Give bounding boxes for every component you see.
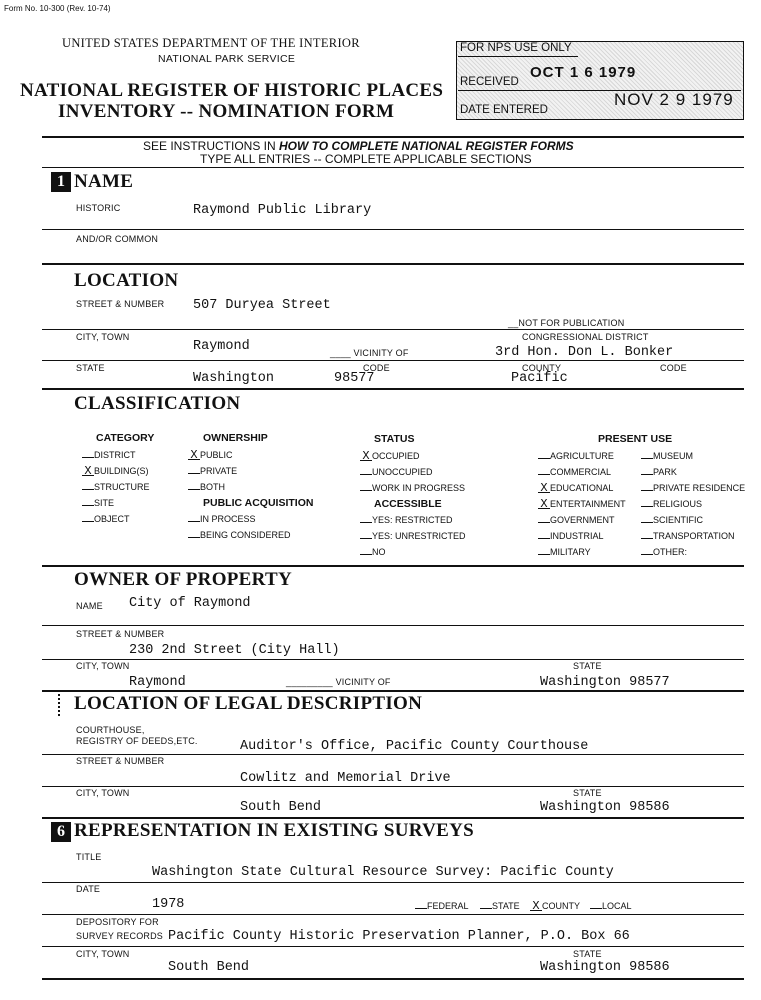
checkbox-label: YES: RESTRICTED	[372, 515, 453, 525]
date-entered-stamp: NOV 2 9 1979	[614, 90, 734, 109]
checkbox-mark: X	[360, 452, 372, 461]
legal-city-label: CITY, TOWN	[76, 788, 130, 798]
ownership-header: OWNERSHIP	[203, 432, 268, 444]
depository-label-line2: SURVEY RECORDS	[76, 931, 163, 941]
checkbox-mark	[641, 458, 653, 459]
checkbox-label: YES: UNRESTRICTED	[372, 531, 466, 541]
checkbox-option	[360, 467, 433, 477]
checkbox-label: MILITARY	[550, 547, 591, 557]
survey-state-label: STATE	[573, 949, 602, 959]
legal-city-value: South Bend	[240, 800, 322, 815]
checkbox-label: COMMERCIAL	[550, 467, 612, 477]
checkbox-option	[360, 483, 465, 493]
legal-state-value: Washington 98586	[540, 800, 670, 815]
checkbox-mark	[538, 522, 550, 523]
checkbox-label: OCCUPIED	[372, 451, 420, 461]
instructions-line1: SEE INSTRUCTIONS IN HOW TO COMPLETE NATIONAL REGISTER FORMS	[143, 139, 574, 153]
checkbox-option	[538, 467, 611, 477]
checkbox-mark	[360, 522, 372, 523]
location-street-label: STREET & NUMBER	[76, 299, 165, 309]
checkbox-mark	[188, 489, 200, 490]
location-city-label: CITY, TOWN	[76, 332, 130, 342]
depository-label-line1: DEPOSITORY FOR	[76, 917, 159, 927]
checkbox-mark	[538, 458, 550, 459]
location-heading: LOCATION	[74, 270, 179, 291]
common-name-label: AND/OR COMMON	[76, 234, 159, 244]
level-federal: FEDERAL	[415, 901, 469, 911]
not-for-publication-label: __NOT FOR PUBLICATION	[508, 318, 625, 328]
congressional-district-label: CONGRESSIONAL DISTRICT	[522, 332, 649, 342]
checkbox-label: EDUCATIONAL	[550, 483, 614, 493]
checkbox-option	[641, 531, 735, 541]
checkbox-option	[641, 499, 702, 509]
location-city-value: Raymond	[193, 339, 250, 354]
owner-street-value: 230 2nd Street (City Hall)	[129, 643, 340, 658]
checkbox-mark	[641, 522, 653, 523]
level-local: LOCAL	[590, 901, 632, 911]
owner-name-label: NAME	[76, 601, 103, 611]
form-title-line1: NATIONAL REGISTER OF HISTORIC PLACES	[20, 80, 444, 101]
checkbox-label: UNOCCUPIED	[372, 467, 433, 477]
checkbox-option	[188, 450, 233, 460]
checkbox-mark	[188, 537, 200, 538]
owner-heading: OWNER OF PROPERTY	[74, 569, 293, 590]
checkbox-option	[538, 499, 626, 509]
service-name: NATIONAL PARK SERVICE	[158, 53, 296, 65]
legal-street-value: Cowlitz and Memorial Drive	[240, 771, 451, 786]
location-state-value: Washington	[193, 371, 275, 386]
checkbox-mark: X	[538, 500, 550, 509]
checkbox-label: DISTRICT	[94, 450, 136, 460]
checkbox-mark	[641, 538, 653, 539]
location-street-value: 507 Duryea Street	[193, 298, 331, 313]
checkbox-label: PRIVATE RESIDENCE	[653, 483, 746, 493]
level-county: X COUNTY	[530, 901, 580, 911]
checkbox-label: OBJECT	[94, 514, 130, 524]
checkbox-label: AGRICULTURE	[550, 451, 614, 461]
county-label: COUNTY	[522, 363, 562, 373]
checkbox-option	[641, 451, 693, 461]
location-state-label: STATE	[76, 363, 105, 373]
checkbox-label: RELIGIOUS	[653, 499, 703, 509]
courthouse-label-line1: COURTHOUSE,	[76, 725, 145, 735]
survey-date-value: 1978	[152, 897, 185, 912]
checkbox-mark	[538, 474, 550, 475]
location-vicinity-label: ____ VICINITY OF	[330, 348, 409, 358]
checkbox-mark	[641, 490, 653, 491]
checkbox-mark: X	[538, 484, 550, 493]
received-stamp: OCT 1 6 1979	[530, 64, 637, 81]
checkbox-label: PARK	[653, 467, 677, 477]
checkbox-label: OTHER:	[653, 547, 688, 557]
nps-use-label: FOR NPS USE ONLY	[460, 42, 572, 54]
checkbox-label: SCIENTIFIC	[653, 515, 704, 525]
checkbox-mark	[82, 489, 94, 490]
checkbox-mark	[538, 538, 550, 539]
surveys-heading: REPRESENTATION IN EXISTING SURVEYS	[74, 820, 475, 841]
checkbox-mark	[641, 506, 653, 507]
checkbox-label: IN PROCESS	[200, 514, 256, 524]
instructions-line2: TYPE ALL ENTRIES -- COMPLETE APPLICABLE SECTIONS	[200, 152, 532, 166]
county-value: Pacific	[511, 371, 568, 386]
survey-date-label: DATE	[76, 884, 101, 894]
classification-heading: CLASSIFICATION	[74, 393, 241, 414]
present-use-header: PRESENT USE	[598, 433, 673, 445]
checkbox-option	[188, 482, 225, 492]
courthouse-value: Auditor's Office, Pacific County Courthouse	[240, 739, 589, 754]
checkbox-label: WORK IN PROGRESS	[372, 483, 466, 493]
checkbox-option	[360, 547, 386, 557]
category-header: CATEGORY	[96, 432, 155, 444]
checkbox-option	[538, 515, 615, 525]
checkbox-option	[538, 531, 604, 541]
courthouse-label-line2: REGISTRY OF DEEDS,ETC.	[76, 736, 198, 746]
owner-name-value: City of Raymond	[129, 596, 251, 611]
checkbox-mark	[641, 554, 653, 555]
survey-title-value: Washington State Cultural Resource Survey: Pacific County	[152, 865, 614, 880]
checkbox-option	[188, 514, 256, 524]
checkbox-option	[538, 483, 613, 493]
section-6-number: 6	[51, 822, 71, 842]
survey-state-value: Washington 98586	[540, 960, 670, 975]
accessible-header: ACCESSIBLE	[374, 498, 442, 510]
checkbox-mark	[82, 521, 94, 522]
checkbox-label: STRUCTURE	[94, 482, 150, 492]
checkbox-option	[538, 451, 614, 461]
checkbox-label: NO	[372, 547, 386, 557]
depository-value: Pacific County Historic Preservation Planner, P.O. Box 66	[168, 929, 630, 944]
checkbox-mark	[641, 474, 653, 475]
checkbox-option	[82, 450, 136, 460]
checkbox-option	[641, 483, 745, 493]
checkbox-mark	[360, 554, 372, 555]
checkbox-label: GOVERNMENT	[550, 515, 615, 525]
checkbox-label: ENTERTAINMENT	[550, 499, 626, 509]
checkbox-option	[188, 530, 291, 540]
checkbox-label: BEING CONSIDERED	[200, 530, 291, 540]
owner-city-label: CITY, TOWN	[76, 661, 130, 671]
checkbox-option	[360, 515, 453, 525]
checkbox-option	[82, 498, 114, 508]
checkbox-option	[360, 451, 420, 461]
location-code-label: CODE	[363, 363, 390, 373]
date-entered-label: DATE ENTERED	[460, 104, 548, 116]
checkbox-label: BOTH	[200, 482, 226, 492]
congressional-district-value: 3rd Hon. Don L. Bonker	[495, 345, 674, 360]
checkbox-label: MUSEUM	[653, 451, 693, 461]
checkbox-label: SITE	[94, 498, 115, 508]
department-name: UNITED STATES DEPARTMENT OF THE INTERIOR	[62, 36, 360, 50]
location-code-value: 98577	[334, 371, 375, 386]
owner-state-value: Washington 98577	[540, 675, 670, 690]
checkbox-mark: X	[82, 467, 94, 476]
checkbox-option	[82, 514, 130, 524]
checkbox-option	[641, 547, 687, 557]
checkbox-mark	[82, 457, 94, 458]
checkbox-mark	[538, 554, 550, 555]
legal-street-label: STREET & NUMBER	[76, 756, 165, 766]
county-code-label: CODE	[660, 363, 687, 373]
legal-description-heading: LOCATION OF LEGAL DESCRIPTION	[74, 693, 423, 714]
name-heading: NAME	[74, 171, 134, 192]
form-title-line2: INVENTORY -- NOMINATION FORM	[58, 101, 395, 122]
checkbox-option	[641, 515, 703, 525]
section-1-number: 1	[51, 172, 71, 192]
checkbox-label: BUILDING(S)	[94, 466, 149, 476]
checkbox-option	[82, 466, 149, 476]
checkbox-mark: X	[188, 451, 200, 460]
checkbox-option	[188, 466, 237, 476]
status-header: STATUS	[374, 433, 415, 445]
checkbox-label: TRANSPORTATION	[653, 531, 735, 541]
level-state: STATE	[480, 901, 520, 911]
checkbox-option	[538, 547, 591, 557]
checkbox-mark	[360, 490, 372, 491]
form-number: Form No. 10-300 (Rev. 10-74)	[4, 4, 111, 13]
owner-state-label: STATE	[573, 661, 602, 671]
survey-title-label: TITLE	[76, 852, 102, 862]
owner-vicinity-label: _________ VICINITY OF	[286, 677, 391, 687]
checkbox-label: PUBLIC	[200, 450, 233, 460]
checkbox-option	[82, 482, 150, 492]
checkbox-label: INDUSTRIAL	[550, 531, 604, 541]
survey-city-value: South Bend	[168, 960, 250, 975]
historic-label: HISTORIC	[76, 203, 121, 213]
checkbox-option	[641, 467, 677, 477]
survey-city-label: CITY, TOWN	[76, 949, 130, 959]
historic-name-value: Raymond Public Library	[193, 203, 372, 218]
received-label: RECEIVED	[460, 76, 519, 88]
legal-state-label: STATE	[573, 788, 602, 798]
owner-street-label: STREET & NUMBER	[76, 629, 165, 639]
checkbox-mark	[360, 538, 372, 539]
checkbox-label: PRIVATE	[200, 466, 238, 476]
checkbox-mark	[360, 474, 372, 475]
public-acquisition-header: PUBLIC ACQUISITION	[203, 497, 314, 509]
section-5-marker	[58, 694, 62, 716]
owner-city-value: Raymond	[129, 675, 186, 690]
checkbox-mark	[188, 521, 200, 522]
checkbox-option	[360, 531, 466, 541]
checkbox-mark	[82, 505, 94, 506]
checkbox-mark	[188, 473, 200, 474]
